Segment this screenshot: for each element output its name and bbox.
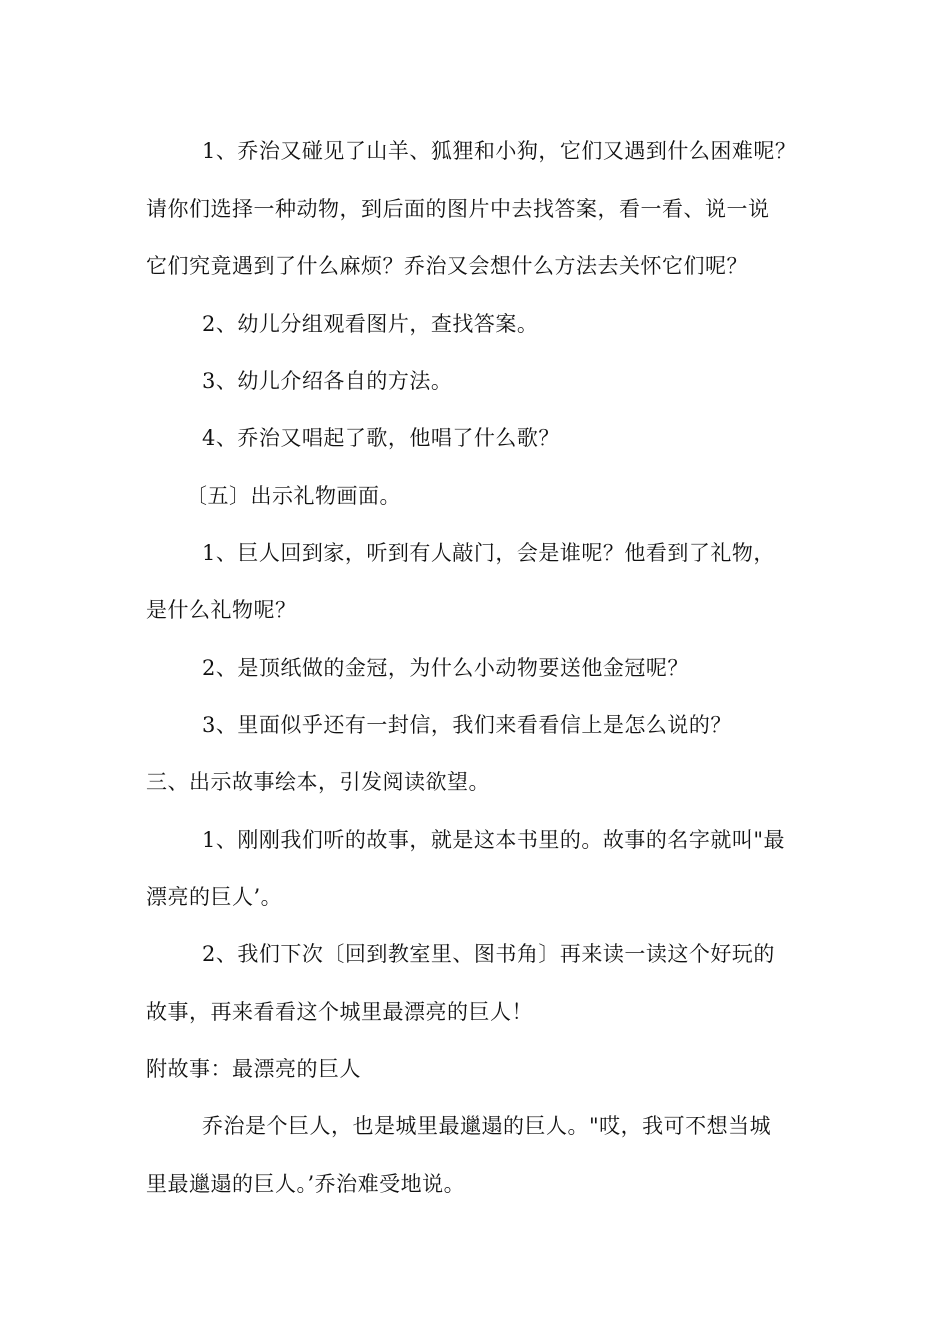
paragraph-line: 1、乔治又碰见了山羊、狐狸和小狗，它们又遇到什么困难呢？ (202, 139, 797, 163)
paragraph-line: 故事，再来看看这个城里最漂亮的巨人！ (146, 1000, 533, 1024)
paragraph-line: 2、我们下次〔回到教室里、图书角〕再来读一读这个好玩的 (202, 942, 775, 966)
paragraph-line: 漂亮的巨人’。 (146, 885, 283, 909)
paragraph-line: 1、巨人回到家，听到有人敲门，会是谁呢？他看到了礼物， (202, 541, 775, 565)
paragraph-line: 是什么礼物呢？ (146, 598, 297, 622)
section-heading: 三、出示故事绘本，引发阅读欲望。 (146, 770, 490, 794)
paragraph-line: 2、是顶纸做的金冠，为什么小动物要送他金冠呢？ (202, 656, 689, 680)
paragraph-line: 乔治是个巨人，也是城里最邋遢的巨人。"哎，我可不想当城 (202, 1114, 772, 1138)
paragraph-line: 2、幼儿分组观看图片，查找答案。 (202, 312, 539, 336)
section-heading: 附故事：最漂亮的巨人 (146, 1057, 361, 1081)
paragraph-line: 它们究竟遇到了什么麻烦？乔治又会想什么方法去关怀它们呢？ (146, 254, 748, 278)
paragraph-line: 3、幼儿介绍各自的方法。 (202, 369, 453, 393)
paragraph-line: 里最邋遢的巨人。’乔治难受地说。 (146, 1172, 466, 1196)
paragraph-line: 4、乔治又唱起了歌，他唱了什么歌？ (202, 426, 560, 450)
paragraph-line: 请你们选择一种动物，到后面的图片中去找答案，看一看、说一说 (146, 197, 770, 221)
paragraph-line: 1、刚刚我们听的故事，就是这本书里的。故事的名字就叫"最 (202, 828, 786, 852)
section-heading: 〔五〕出示礼物画面。 (186, 484, 401, 508)
paragraph-line: 3、里面似乎还有一封信，我们来看看信上是怎么说的？ (202, 713, 732, 737)
